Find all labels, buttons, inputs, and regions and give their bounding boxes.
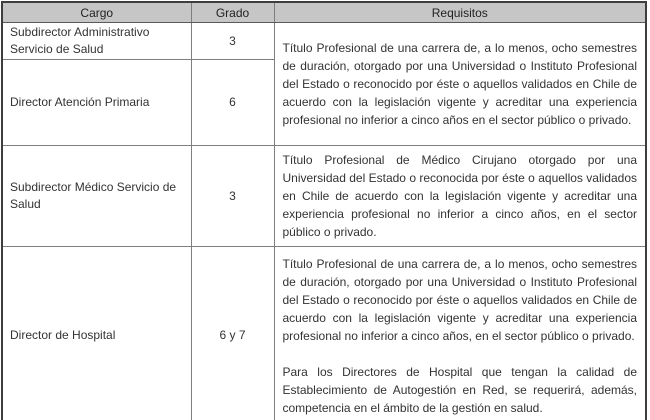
table-header-row	[2, 2, 646, 23]
requisitos-paragraph: Título Profesional de una carrera de, a lo menos, ocho semestres de duración, otorgado por una Universidad o Instituto Profesional del Estado o reconocido por éste o aquellos validados en Chile de acuerdo con la legislación vigente y acreditar una experiencia profesional no inferior a cinco años, en el sector público o privado.	[282, 256, 637, 343]
grado-cell-subdirector-administrativo: 3	[191, 23, 274, 60]
table-row-subdirector-medico	[2, 146, 646, 247]
grado-cell-director-de-hospital: 6 y 7	[191, 247, 274, 420]
requisitos-cell-director-de-hospital	[274, 247, 646, 420]
column-header-requisitos: Requisitos	[274, 2, 646, 23]
requisitos-paragraph: Para los Directores de Hospital que tengan la calidad de Establecimiento de Autogestión en Red, se requerirá, además, competencia en el ámbito de la gestión en salud.	[282, 364, 637, 415]
column-header-grado: Grado	[191, 2, 274, 23]
document-page	[0, 1, 650, 420]
requirements-table	[1, 1, 647, 420]
cargo-cell-subdirector-administrativo: Subdirector Administrativo Servicio de Salud	[2, 23, 191, 60]
table-row-director-de-hospital	[2, 247, 646, 420]
cargo-cell-director-de-hospital: Director de Hospital	[2, 247, 191, 420]
requisitos-cell-shared-rows-1-2	[274, 23, 646, 146]
cargo-cell-director-atencion-primaria: Director Atención Primaria	[2, 60, 191, 146]
table-row-subdirector-administrativo	[2, 23, 646, 60]
grado-cell-director-atencion-primaria: 6	[191, 60, 274, 146]
grado-cell-subdirector-medico: 3	[191, 146, 274, 247]
column-header-cargo: Cargo	[2, 2, 191, 23]
requisitos-paragraph: Título Profesional de Médico Cirujano otorgado por una Universidad del Estado o reconocida por éste o aquellos validados en Chile de acuerdo con la legislación vigente y acreditar una experiencia profesional no inferior a cinco años, en el sector público o privado.	[282, 153, 637, 239]
cargo-cell-subdirector-medico: Subdirector Médico Servicio de Salud	[2, 146, 191, 247]
requisitos-cell-subdirector-medico	[274, 146, 646, 247]
requisitos-paragraph: Título Profesional de una carrera de, a lo menos, ocho semestres de duración, otorgado por una Universidad o Instituto Profesional del Estado o reconocido por éste o aquellos validados en Chile de acuerdo con la legislación vigente y acreditar una experiencia profesional no inferior a cinco años en el sector público o privado.	[282, 41, 637, 127]
